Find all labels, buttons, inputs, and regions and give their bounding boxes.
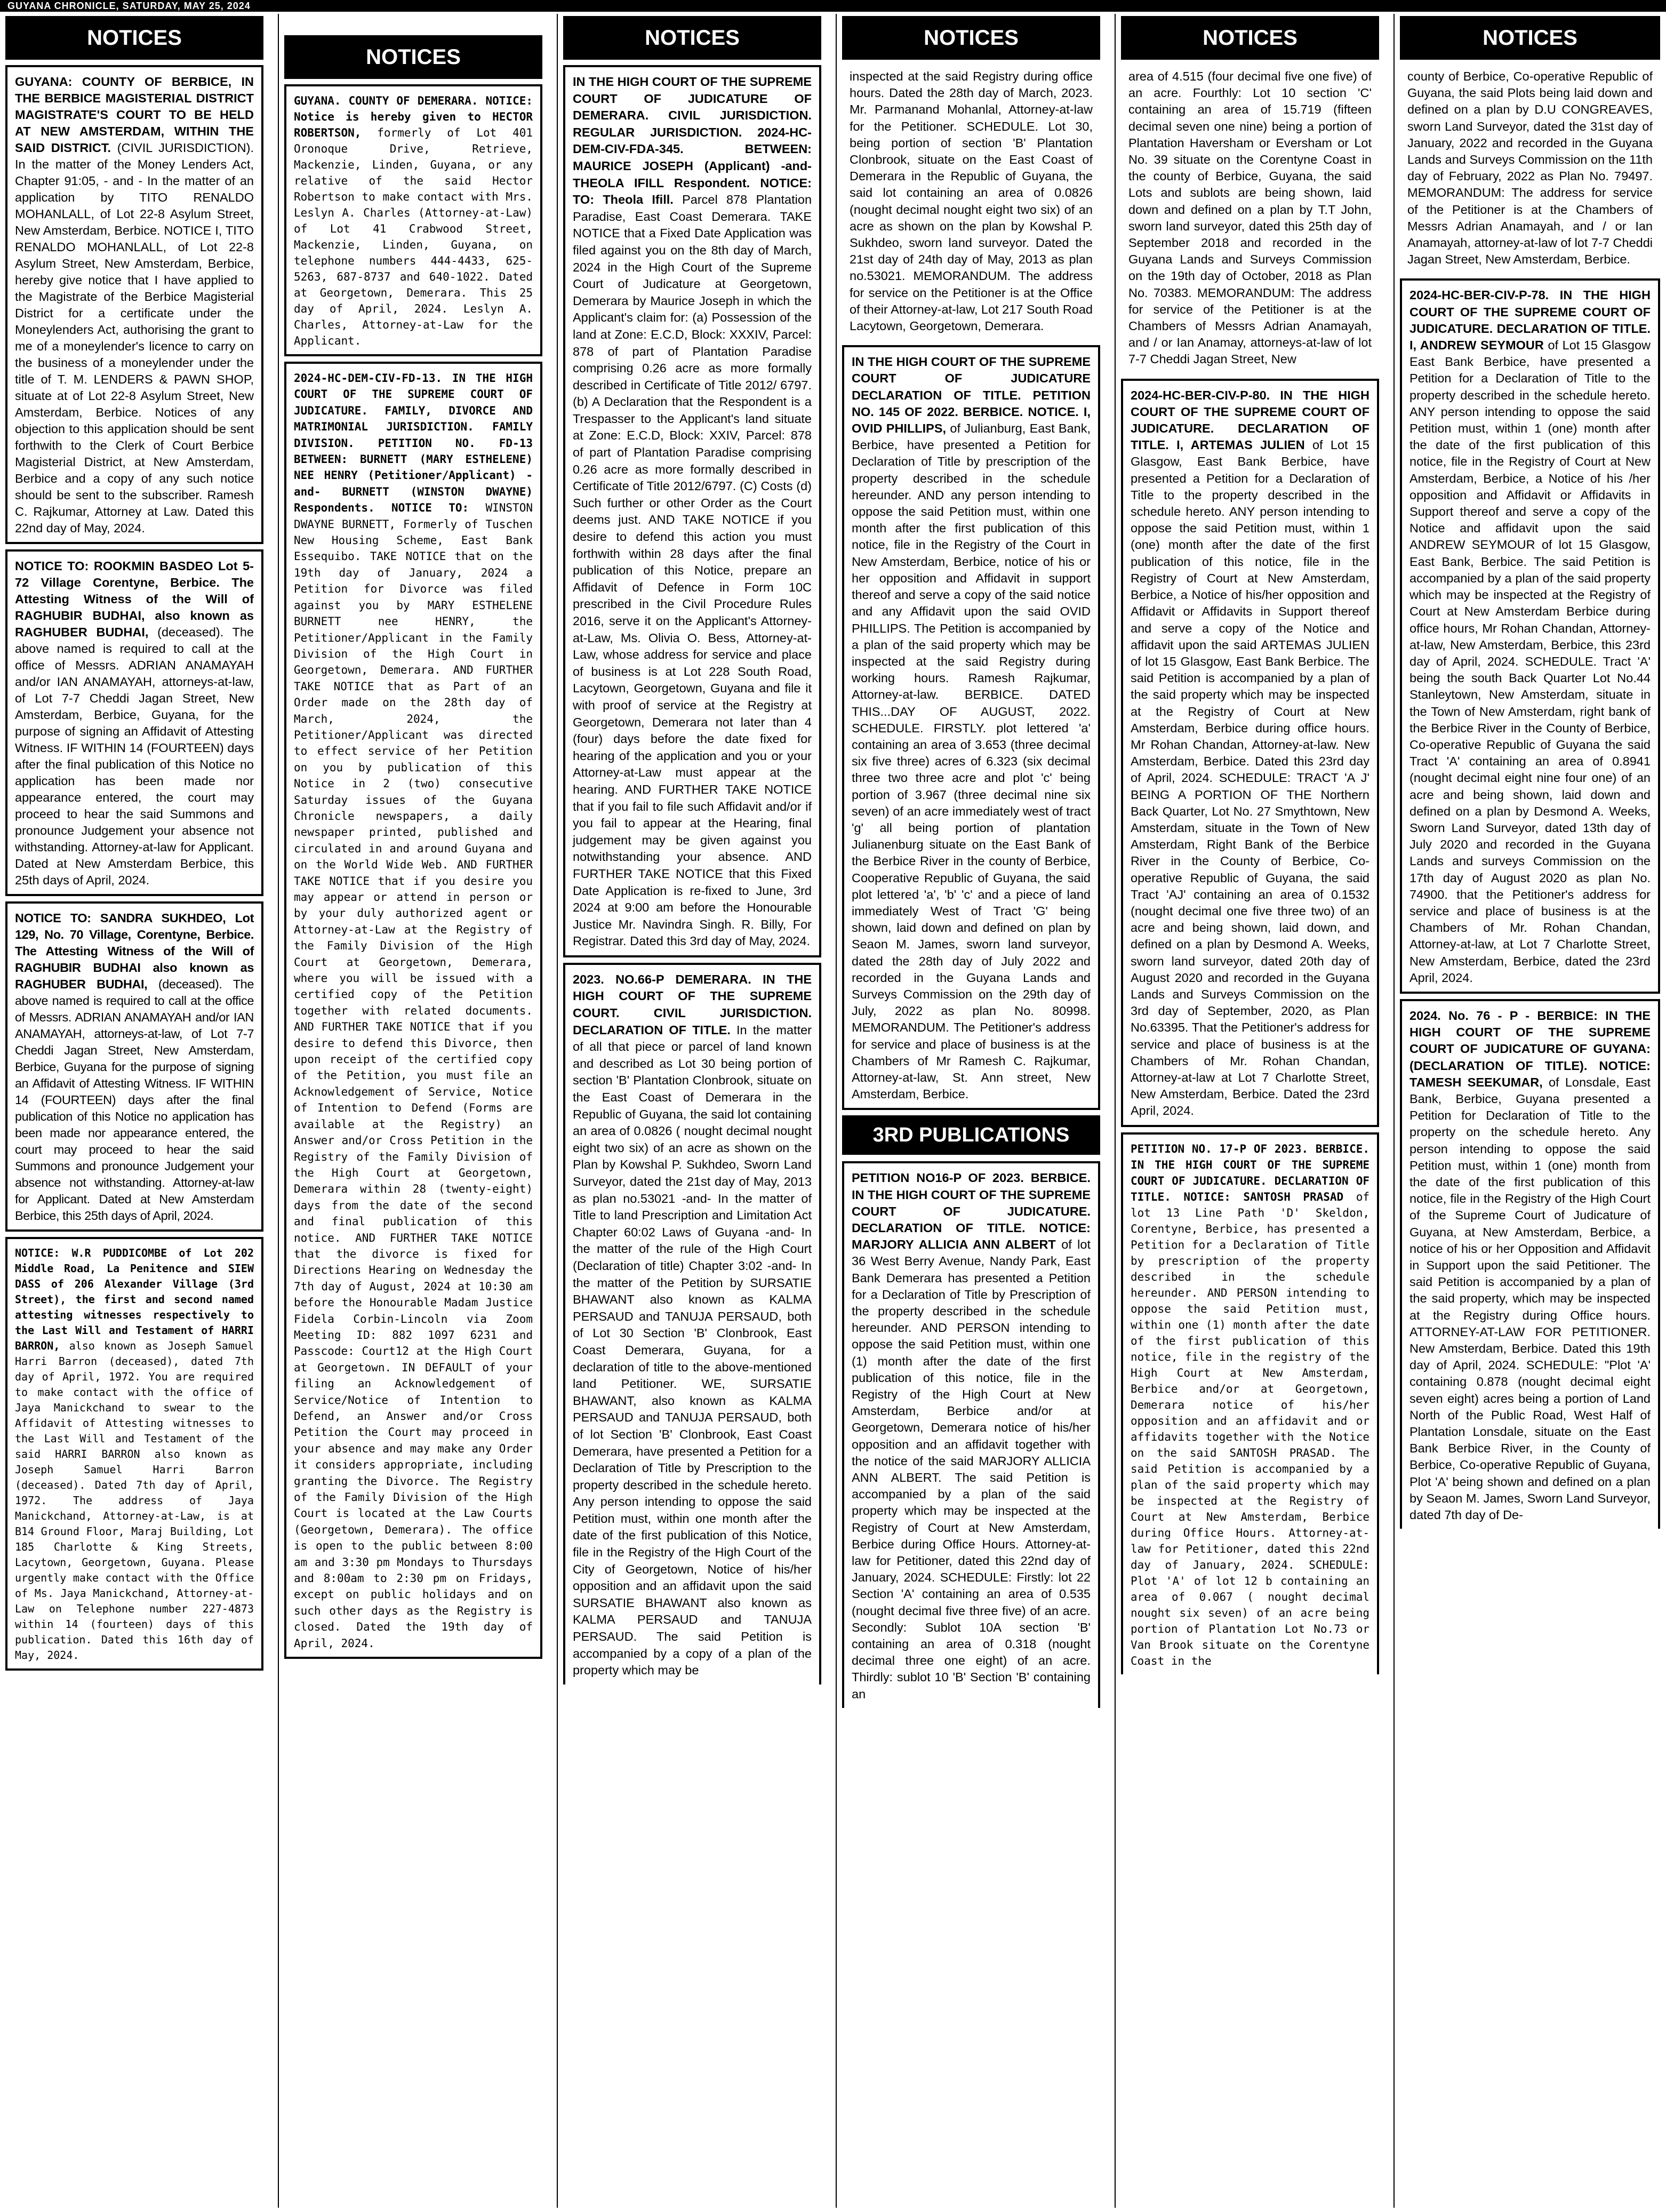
notice-heading: GUYANA: COUNTY OF BERBICE, IN THE BERBICE MAGISTERIAL DISTRICT MAGISTRATE'S COURT TO BE HELD AT NEW AMSTERDAM, WITHIN THE SAID DISTRICT. [15,75,254,155]
notice-burnett-divorce [284,362,542,1659]
notice-body: also known as Joseph Samuel Harri Barron (deceased), dated 7th day of April, 1972. You are required to make contact with the office of Jaya Manickchand to swear to the Affidavit of Attesting witnesses to the Last Will and Testament of the said HARRI BARRON also known as Joseph Samuel Harri Barron (deceased). Dated 7th day of April, 1972. The address of Jaya Manickchand, Attorney-at-Law, is at B14 Ground Floor, Maraj Building, Lot 185 Charlotte & King Streets, Lacytown, Georgetown, Guyana. Please urgently make contact with the Office of Ms. Jaya Manickchand, Attorney-at-Law on Telephone number 227-4873 within 14 (fourteen) days of this publication. Dated this 16th day of May, 2024. [15,1339,254,1662]
column-header: NOTICES [5,16,263,60]
notice-artemas-julien [1121,379,1379,1127]
column-6 [1397,14,1663,2208]
notice-rookmin-basdeo [5,549,263,896]
notice-heading: 2024-HC-DEM-CIV-FD-13. IN THE HIGH COURT OF THE SUPREME COURT OF JUDICATURE. FAMILY, DIVORCE AND MATRIMONIAL JURISDICTION. FAMILY DIVISION. PETITION NO. FD-13 BETWEEN: BURNETT (MARY ESTHELENE) NEE HENRY (Petitioner/Applicant) - and- BURNETT (WINSTON DWAYNE) Respondents. NOTICE TO: [294,372,533,515]
notice-body: of lot 13 Line Path 'D' Skeldon, Corentyne, Berbice, has presented a Petition for a Declaration of Title by prescription of the property described in the schedule hereunder. AND PERSON intending to oppose the said Petition must, within one (1) month after the date of the first publication of this notice, file in the registry of the High Court at New Amsterdam, Berbice and/or at Georgetown, Demerara notice of his/her opposition and an affidavit and or affidavits together with the Notice on the said SANTOSH PRASAD. The said Petition is accompanied by a plan of the said property which may be inspected at the Registry of Court at New Amsterdam, Berbice during Office Hours. Attorney-at-law for Petitioner, dated this 22nd day of January, 2024. SCHEDULE: Plot 'A' of lot 12 b containing an area of 0.067 ( nought decimal nought six seven) of an acre being portion of Plantation Lot No.73 or Van Brook situate on the Corentyne Coast in the [1131,1190,1369,1667]
notice-body: of lot 36 West Berry Avenue, Nandy Park, East Bank Demerara has presented a Petition for a Declaration of Title by Prescription of the property described in the schedule hereunder. AND PERSON intending to oppose the said Petition must, within one (1) month after the date of the first publication of this notice, file in the Registry of the High Court at New Amsterdam, Berbice and/or at Georgetown, Demerara notice of his/her opposition and an affidavit together with the notice of the said MARJORY ALLICIA ANN ALBERT. The said Petition is accompanied by a plan of the said property which may be inspected at the Registry of Court at New Amsterdam, Berbice during Office Hours. Attorney-at-law for Petitioner, dated this 22nd day of January, 2024. SCHEDULE: Firstly: lot 22 Section 'A' containing an area of 0.535 (nought decimal five three five) of an acre. Secondly: Sublot 10A section 'B' containing an area of 0.318 (nought decimal three one eight) of an acre. Thirdly: sublot 10 'B' Section 'B' containing an [852,1237,1091,1701]
column-3 [560,14,824,2208]
column-header: NOTICES [842,16,1100,60]
notice-body: (CIVIL JURISDICTION). In the matter of the Money Lenders Act, Chapter 91:05, - and - In the matter of an application by TITO RENALDO MOHANLALL, of Lot 22-8 Asylum Street, New Amsterdam, Berbice. NOTICE I, TITO RENALDO MOHANLALL, of Lot 22-8 Asylum Street, New Amsterdam, Berbice, hereby give notice that I have applied to the Magistrate of the Berbice Magisterial District for a certificate under the Moneylenders Act, authorising the grant to me of a moneylender's licence to carry on the business of a moneylender under the title of T. M. LENDERS & PAWN SHOP, situate at of Lot 22-8 Asylum Street, New Amsterdam, Berbice. Notices of any objection to this application should be sent forthwith to the Clerk of Court Berbice Magisterial District, at New Amsterdam, Berbice and a copy of any such notice should be sent to the subscriber. Ramesh C. Rajkumar, Attorney at Law. Dated this 22nd day of May, 2024. [15,141,254,535]
notice-heading: 2024-HC-BER-CIV-P-80. IN THE HIGH COURT OF THE SUPREME COURT OF JUDICATURE. DECLARATION OF TITLE. I, ARTEMAS JULIEN [1131,388,1369,452]
column-divider [1115,14,1116,2208]
notice-body: WINSTON DWAYNE BURNETT, Formerly of Tuschen New Housing Scheme, East Bank Essequibo. TAKE NOTICE that on the 19th day of January, 2024 a Petition for Divorce was filed against you by MARY ESTHELENE BURNETT nee HENRY, the Petitioner/Applicant in the Family Division of the High Court in Georgetown, Demerara. AND FURTHER TAKE NOTICE that as Part of an Order made on the 28th day of March, 2024, the Petitioner/Applicant was directed to effect service of her Petition on you by publication of this Notice in 2 (two) consecutive Saturday issues of the Guyana Chronicle newspapers, a daily newspaper printed, published and circulated in and around Guyana and on the World Wide Web. AND FURTHER TAKE NOTICE that if you desire you may appear or attend in person or by your duly authorized agent or Attorney-at-Law at the Registry of the Family Division of the High Court at Georgetown, Demerara, where you will be issued with a certified copy of the Petition together with related documents. AND FURTHER TAKE NOTICE that if you desire to defend this Divorce, then upon receipt of the certified copy of the Petition, you must file an Acknowledgement of Service, Notice of Intention to Defend (Forms are available at the Registry) an Answer and/or Cross Petition in the Registry of the Family Division of the High Court at Georgetown, Demerara within 28 (twenty-eight) days from the date of the second and final publication of this notice. AND FURTHER TAKE NOTICE that the divorce is fixed for Directions Hearing on Wednesday the 7th day of August, 2024 at 10:30 am before the Honourable Madam Justice Fidela Corbin-Lincoln via Zoom Meeting ID: 882 1097 6231 and Passcode: Court12 at the High Court at Georgetown. IN DEFAULT of your filing an Acknowledgement of Service/Notice of Intention to Defend, an Answer and/or Cross Petition the Court may proceed in your absence and may make any Order it considers appropriate, including granting the Divorce. The Registry of the Family Division of the High Court is located at the Law Courts (Georgetown, Demerara). The office is open to the public between 8:00 am and 3:30 pm Mondays to Thursdays and 8:00am to 2:30 pm on Fridays, except on public holidays and on such other days as the Registry is closed. Dated the 19th day of April, 2024. [294,501,533,1650]
notice-continuation [1121,65,1379,373]
notice-heading: NOTICE: W.R PUDDICOMBE of Lot 202 Middle Road, La Penitence and SIEW DASS of 206 Alexander Village (3rd Street), the first and second named attesting witnesses respectively to the Last Will and Testament of HARRI BARRON, [15,1247,254,1352]
notice-hector-robertson [284,84,542,356]
notice-body: (deceased). The above named is required to call at the office of Messrs. ADRIAN ANAMAYAH and/or IAN ANAMAYAH, attorneys-at-law, of Lot 7-7 Cheddi Jagan Street, New Amsterdam, Berbice, Guyana, for the purpose of signing an Affidavit of Attesting Witness. IF WITHIN 14 (FOURTEEN) days after the final publication of this Notice no application has been made nor appearance entered, the court may proceed to hear the said Summons and pronounce Judgement your absence not withstanding. Attorney-at-law for Applicant. Dated at New Amsterdam Berbice, this 25th days of April, 2024. [15,625,254,887]
notice-andrew-seymour [1400,278,1660,994]
section-bar-3rd-publications: 3RD PUBLICATIONS [842,1115,1100,1155]
column-5 [1118,14,1382,2208]
notice-body: of Lonsdale, East Bank, Berbice, Guyana presented a Petition for Declaration of Title to the property on the schedule hereto. Any person intending to oppose the said Petition must, within 1 (one) month from the date of the first publication of this notice, file in the Registry of the High Court of the Supreme Court of Judicature of Guyana, at New Amsterdam, Berbice, a notice of his or her Opposition and Affidavit in Support upon the said Petitioner. The said Petition is accompanied by a plan of the said property, which may be inspected at the Registry during Office hours. ATTORNEY-AT-LAW FOR PETITIONER. New Amsterdam, Berbice. Dated this 19th day of April, 2024. SCHEDULE: "Plot 'A' containing 0.878 (nought decimal eight seven eight) acres being a portion of Land North of the Public Road, West Half of Plantation Lonsdale, situate on the East Bank Berbice River, in the County of Berbice, Co-operative Republic of Guyana, Plot 'A' being shown and defined on a plan by Seaon M. James, Sworn Land Surveyor, dated 7th day of De- [1409,1075,1651,1522]
notice-marjory-albert [842,1161,1100,1708]
notice-heading: 2023. NO.66-P DEMERARA. IN THE HIGH COURT OF THE SUPREME COURT. CIVIL JURISDICTION. DECLARATION OF TITLE. [573,972,812,1037]
notice-continuation [842,65,1100,340]
notice-heading: 2024-HC-BER-CIV-P-78. IN THE HIGH COURT OF THE SUPREME COURT OF JUDICATURE. DECLARATION OF TITLE. I, ANDREW SEYMOUR [1409,288,1651,353]
notice-body: of Lot 15 Glasgow, East Bank Berbice, have presented a Petition for a Declaration of Title to the property described in the schedule hereto. ANY person intending to oppose the said Petition must, within 1 (one) month after the date of the first publication of this notice, file in the Registry of Court at New Amsterdam, Berbice, a Notice of his/her opposition and Affidavit or Affidavits in Support thereof and serve a copy of the Notice and affidavit upon the said ARTEMAS JULIEN of lot 15 Glasgow, East Bank Berbice. The said Petition is accompanied by a plan of the said property which may be inspected at the Registry of Court at New Amsterdam, Berbice during office hours. Mr Rohan Chandan, Attorney-at-law. New Amsterdam, Berbice. Dated this 23rd day of April, 2024. SCHEDULE: TRACT 'A J' BEING A PORTION OF THE Northern Back Quarter, Lot No. 27 Smythtown, New Amsterdam, situate in the Town of New Amsterdam, Right Bank of the Berbice River in the County of Berbice, Co-operative Republic of Guyana, the said Tract 'AJ' containing an area of 0.1532 (nought decimal one five three two) of an acre and being shown, laid down, and defined on a plan by Desmond A. Weeks, sworn land surveyor, dated 20th day of August 2020 and recorded in the Guyana Lands and Surveys Commission on the 3rd day of September, 2020, as Plan No.63395. That the Petitioner's address for service and place of business is at the Chambers of Mr. Rohan Chandan, Attorney-at-law at Lot 7 Charlotte Street, New Amsterdam, Berbice. Dated the 23rd April, 2024. [1131,438,1370,1118]
notice-heading: 2024. No. 76 - P - BERBICE: IN THE HIGH COURT OF THE SUPREME COURT OF JUDICATURE OF GUYANA: (DECLARATION OF TITLE). NOTICE: TAMESH SEEKUMAR, [1409,1008,1651,1089]
column-divider [836,14,837,2208]
column-header: NOTICES [1121,16,1379,60]
notice-ovid-phillips [842,345,1100,1110]
column-divider [278,14,279,2208]
column-header: NOTICES [1400,16,1660,60]
notice-heading: IN THE HIGH COURT OF THE SUPREME COURT OF JUDICATURE DECLARATION OF TITLE. PETITION NO. 145 OF 2022. BERBICE. NOTICE. I, OVID PHILLIPS, [852,355,1091,436]
notice-heading: NOTICE TO: ROOKMIN BASDEO Lot 5-72 Village Corentyne, Berbice. The Attesting Witness of the Will of RAGHUBIR BUDHAI, also known as RAGHUBER BUDHAI, [15,559,254,639]
notice-heading: PETITION NO. 17-P OF 2023. BERBICE. IN THE HIGH COURT OF THE SUPREME COURT OF JUDICATURE. DECLARATION OF TITLE. NOTICE: SANTOSH PRASAD [1131,1142,1369,1203]
notice-body: inspected at the said Registry during office hours. Dated the 28th day of March, 2023. Mr. Parmanand Mohanlal, Attorney-at-law for the Petitioner. SCHEDULE. Lot 30, being portion of section 'B' Plantation Clonbrook, situate on the East Coast of Demerara in the Republic of Guyana, the said lot containing an area of 0.0826 (nought decimal nought eight two six) of an acre as shown on the plan by Kowshal P. Sukhdeo, sworn land surveyor. Dated the 21st day of 24th day of May, 2013 as plan no.53021. MEMORANDUM. The address for service on the Petitioner is at the Office of their Attorney-at-law, Lot 217 South Road Lacytown, Georgetown, Demerara. [850,69,1093,333]
notice-body: area of 4.515 (four decimal five one five) of an acre. Fourthly: Lot 10 section 'C' containing an area of 15.719 (fifteen decimal seven one nine) being a portion of Plantation Haversham or Eversham or Lot No. 39 situate on the Corentyne Coast in the county of Berbice, Guyana, the said Lots and sublots are being shown, laid down and defined on a plan by T.T John, sworn land surveyor, dated this 25th day of September 2018 and recorded in the Guyana Lands and Surveys Commission on the 19th day of October, 2018 as Plan No. 70383. MEMORANDUM: The address for service of the Petitioner is at the Chambers of Messrs Adrian Anamayah, and / or Ian Anamay, attorneys-at-law of lot 7-7 Cheddi Jagan Street, New [1128,69,1372,366]
notice-heading: IN THE HIGH COURT OF THE SUPREME COURT OF JUDICATURE OF DEMERARA. CIVIL JURISDICTION. REGULAR JURISDICTION. 2024-HC-DEM-CIV-FDA-345. BETWEEN: MAURICE JOSEPH (Applicant) -and- THEOLA IFILL Respondent. NOTICE: TO: Theola Ifill. [573,75,812,207]
notice-66p-demerara [563,963,821,1684]
notice-body: (deceased). The above named is required to call at the office of Messrs. ADRIAN ANAMAYAH and/or IAN ANAMAYAH, attorneys-at-law, of Lot 7-7 Cheddi Jagan Street, New Amsterdam, Berbice, Guyana for the purpose of signing an Affidavit of Attesting Witness. IF WITHIN 14 (FOURTEEN) days after the final publication of this Notice no application has been made nor appearance entered, the court may proceed to hear the said Summons and pronounce Judgement your absence not withstanding. Attorney-at-law for Applicant. Dated at New Amsterdam Berbice, this 25th days of April, 2024. [15,977,254,1223]
column-header: NOTICES [284,35,542,79]
column-divider [1393,14,1395,2208]
notice-body: Parcel 878 Plantation Paradise, East Coast Demerara. TAKE NOTICE that a Fixed Date Application was filed against you on the 8th day of March, 2024 in the High Court of the Supreme Court of Judicature at Georgetown, Demerara by Maurice Joseph in which the Applicant's claim for: (a) Possession of the land at Zone: E.C.D, Block: XXXIV, Parcel: 878 of part of Plantation Paradise comprising 0.26 acre as more formally described in Certificate of Title 2012/ 6797. (b) A Declaration that the Respondent is a Trespasser to the Applicant's land situate at Zone: E.C.D, Block: XXIV, Parcel: 878 of part of Plantation Paradise comprising 0.26 acre as more formally described in Certificate of Title 2012/6797. (C) Costs (d) Such further or other Order as the Court deems just. AND TAKE NOTICE if you desire to defend this action you must forthwith within 28 days after the final publication of this Notice, prepare an Affidavit of Defence in Form 10C prescribed in the Civil Procedure Rules 2016, serve it on the Applicant's Attorney-at-Law, Ms. Olivia O. Bess, Attorney-at-Law, whose address for service and place of business is at Lot 228 South Road, Lacytown, Georgetown, Guyana and file it with proof of service at the Registry at Georgetown, Demerara not later than 4 (four) days before the date fixed for hearing of the application and you or your Attorney-at-Law must appear at the hearing. AND FURTHER TAKE NOTICE that if you fail to file such Affidavit and/or if you fail to appear at the Hearing, final judgement may be given against you notwithstanding your absence. AND FURTHER TAKE NOTICE that this Fixed Date Application is re-fixed to June, 3rd 2024 at 9:00 am before the Honourable Justice Mr. Navindra Singh. R. Billy, For Registrar. Dated this 3rd day of May, 2024. [573,193,812,948]
notice-heading: NOTICE TO: SANDRA SUKHDEO, Lot 129, No. 70 Village, Corentyne, Berbice. The Attesting Witness of the Will of RAGHUBIR BUDHAI also known as RAGHUBER BUDHAI, [15,911,254,991]
notice-heading: PETITION NO16-P OF 2023. BERBICE. IN THE HIGH COURT OF THE SUPREME COURT OF JUDICATURE. DECLARATION OF TITLE. NOTICE: MARJORY ALLICIA ANN ALBERT [852,1171,1091,1252]
notice-sandra-sukhdeo [5,901,263,1232]
notice-body: formerly of Lot 401 Oronoque Drive, Retrieve, Mackenzie, Linden, Guyana, or any relative of the said Hector Robertson to make contact with Mrs. Leslyn A. Charles (Attorney-at-Law) of Lot 41 Crabwood Street, Mackenzie, Linden, Guyana, on telephone numbers 444-4433, 625-5263, 687-8737 and 640-1022. Dated at Georgetown, Demerara. This 25 day of April, 2024. Leslyn A. Charles, Attorney-at-Law for the Applicant. [294,126,533,347]
notice-body: of Lot 15 Glasgow East Bank Berbice, have presented a Petition for a Declaration of Title to the property described in the schedule hereto. ANY person intending to oppose the said Petition must, within 1 (one) month after the date of the first publication of this notice, file in the Registry of Court at New Amsterdam, Berbice, a Notice of his /her opposition and Affidavit or Affidavits in Support thereof and serve a copy of the Notice and affidavit upon the said ANDREW SEYMOUR of lot 15 Glasgow, East Bank, Berbice. The said Petition is accompanied by a plan of the said property which may be inspected at the Registry of Court at New Amsterdam Berbice during office hours, Mr Rohan Chandan, Attorney-at-law, New Amsterdam, Berbice, this 23rd day of April, 2024. SCHEDULE. Tract 'A' being the south Back Quarter Lot No.44 Stanleytown, New Amsterdam, situate in the Town of New Amsterdam, right bank of the Berbice River in the County of Berbice, Co-operative Republic of Guyana the said Tract 'A' containing an area of 0.8941 (nought decimal eight nine four one) of an acre and being shown, laid down and defined on a plan by Desmond A. Weeks, Sworn Land Surveyor, dated 13th day of July 2020 and recorded in the Guyana Lands and surveys Commission on the 17th day of August 2020 as plan No. 74900. that the Petitioner's address for service and place of business is at the Chambers of Mr. Rohan Chandan, Attorney-at-law, at Lot 7 Charlotte Street, New Amsterdam, Berbice, dated the 23rd April, 2024. [1409,338,1651,985]
column-header: NOTICES [563,16,821,60]
masthead: GUYANA CHRONICLE, SATURDAY, MAY 25, 2024 [0,0,1666,12]
column-1 [2,14,267,2208]
column-2 [281,14,546,2208]
column-4 [839,14,1103,2208]
notice-santosh-prasad [1121,1132,1379,1674]
notice-body: of Julianburg, East Bank, Berbice, have presented a Petition for Declaration of Title by prescription of the property described in the schedule hereunder. AND any person intending to oppose the said Petition must, within one month after the first publication of this notice, file in the Registry of the Court in New Amsterdam, Berbice, notice of his or her opposition and Affidavit in support thereof and serve a copy of the said notice and any Affidavit upon the said OVID PHILLIPS. The Petition is accompanied by a plan of the said property which may be inspected at the said Registry during working hours. Ramesh Rajkumar, Attorney-at-law. BERBICE. DATED THIS...DAY OF AUGUST, 2022. SCHEDULE. FIRSTLY. plot lettered 'a' containing an area of 3.653 (three decimal six five three) acres of 6.323 (six decimal three two three acre and plot 'c' being portion of 3.967 (three decimal nine six seven) of an acre immediately west of tract 'g' all being portion of plantation Julianenburg situate on the East Bank of the Berbice River in the county of Berbice, Cooperative Republic of Guyana, the said plot lettered 'a', 'b' 'c' and a piece of land immediately West of Tract 'G' being shown, laid down and defined on plan by Seaon M. James, sworn land surveyor, dated the 28th day of July 2022 and recorded in the Guyana Lands and Surveys Commission on the 29th day of July, 2022 as plan No. 80998. MEMORANDUM. The Petitioner's address for service and place of business is at the Chambers of Mr Ramesh C. Rajkumar, Attorney-at-law, St. Ann street, New Amsterdam, Berbice. [852,421,1091,1101]
notice-tamesh-seekumar [1400,999,1660,1529]
notice-maurice-joseph [563,65,821,957]
column-divider [557,14,558,2208]
notice-heading: GUYANA. COUNTY OF DEMERARA. NOTICE: Notice is hereby given to HECTOR ROBERTSON, [294,94,533,139]
notice-body: In the matter of all that piece or parcel of land known and described as Lot 30 being portion of section 'B' Plantation Clonbrook, situate on the East Coast of Demerara in the Republic of Guyana, the said lot containing an area of 0.0826 ( nought decimal nought eight two six) of an acre as shown on the Plan by Kowshal P. Sukhdeo, Sworn Land Surveyor, dated the 21st day of May, 2013 as plan no.53021 -and- In the matter of Title to land Prescription and Limitation Act Chapter 60:02 Laws of Guyana -and- In the matter of the rule of the High Court (Declaration of title) Chapter 3:02 -and- In the matter of the Petition by SURSATIE BHAWANT also known as KALMA PERSAUD and TANUJA PERSAUD, both of Lot 30 Section 'B' Clonbrook, East Coast Demerara, Guyana, for a declaration of title to the above-mentioned land Petitioner. WE, SURSATIE BHAWANT, also known as KALMA PERSAUD and TANUJA PERSAUD, both of lot Section 'B' Clonbrook, East Coast Demerara, have presented a Petition for a Declaration of Title by Prescription to the property described in the schedule hereto. Any person intending to oppose the said Petition must, within one month after the date of the first publication of this Notice, file in the Registry of the High Court of the City of Georgetown, Notice of his/her opposition and an affidavit upon the said SURSATIE BHAWANT also known as KALMA PERSAUD and TANUJA PERSAUD. The said Petition is accompanied by a copy of a plan of the property which may be [573,1023,812,1678]
notice-puddicombe [5,1237,263,1671]
notice-moneylender [5,65,263,544]
notice-continuation [1400,65,1660,273]
notice-body: county of Berbice, Co-operative Republic of Guyana, the said Plots being laid down and defined on a plan by D.U CONGREAVES, sworn Land Surveyor, dated the 31st day of January, 2022 and recorded in the Guyana Lands and Surveys Commission on the 11th day of February, 2022 as Plan No. 79497. MEMORANDUM: The address for service of the Petitioner is at the Chambers of Messrs Adrian Anamayah, and / or Ian Anamayah, attorney-at-law of lot 7-7 Cheddi Jagan Street, New Amsterdam, Berbice. [1407,69,1653,267]
